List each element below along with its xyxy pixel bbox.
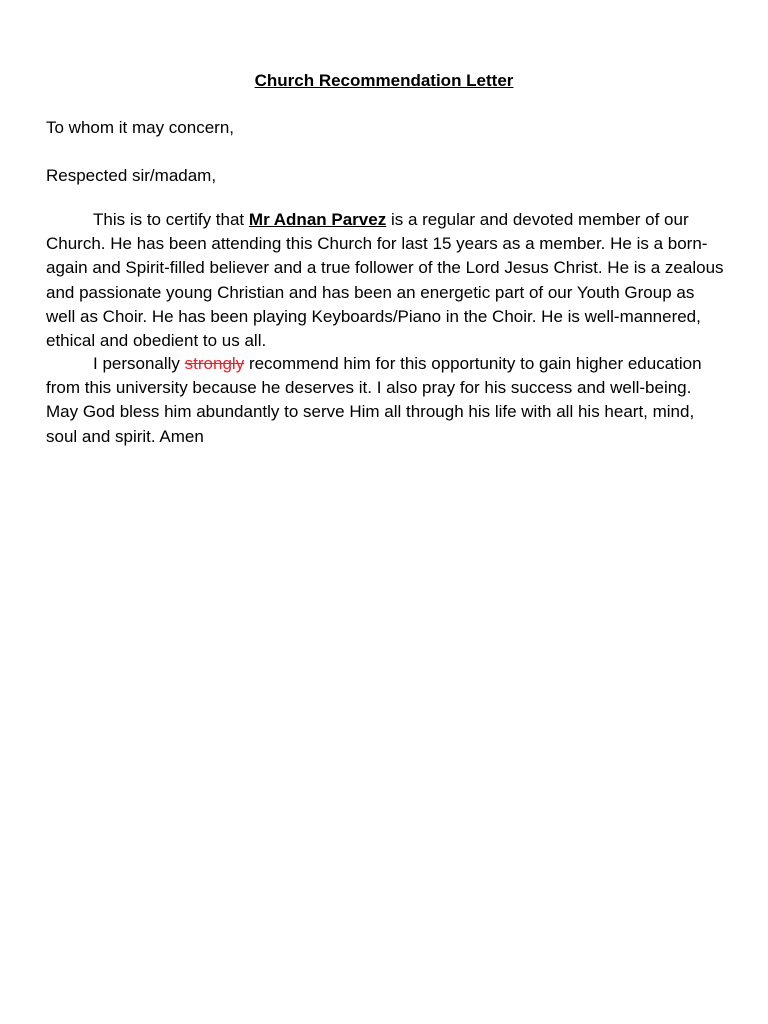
body-paragraph-1 xyxy=(46,208,726,353)
para1-intro: This is to certify that xyxy=(93,210,245,229)
para2-body: recommend him for this opportunity to gain higher education from this university because he deserves it. I also pray for his success and well-being. May God bless him abundantly to serve Him all through his life with all his heart, mind, soul and spirit. Amen xyxy=(46,354,702,446)
salutation-to-whom: To whom it may concern, xyxy=(46,118,235,137)
letter-title: Church Recommendation Letter xyxy=(254,71,514,90)
body-paragraph-2 xyxy=(46,352,726,449)
para1-body: is a regular and devoted member of our Church. He has been attending this Church for last 15 years as a member. He is a born-again and Spirit-filled believer and a true follower of the Lord Jesus Christ. He is a zealous and passionate young Christian and has been an energetic part of our Youth Group as well as Choir. He has been playing Keyboards/Piano in the Choir. He is well-mannered, ethical and obedient to us all. xyxy=(46,210,724,351)
para2-intro: I personally xyxy=(93,354,180,373)
recommended-person-name: Mr Adnan Parvez xyxy=(248,210,387,229)
struck-word: strongly xyxy=(184,354,245,373)
salutation-respected: Respected sir/madam, xyxy=(46,166,217,185)
